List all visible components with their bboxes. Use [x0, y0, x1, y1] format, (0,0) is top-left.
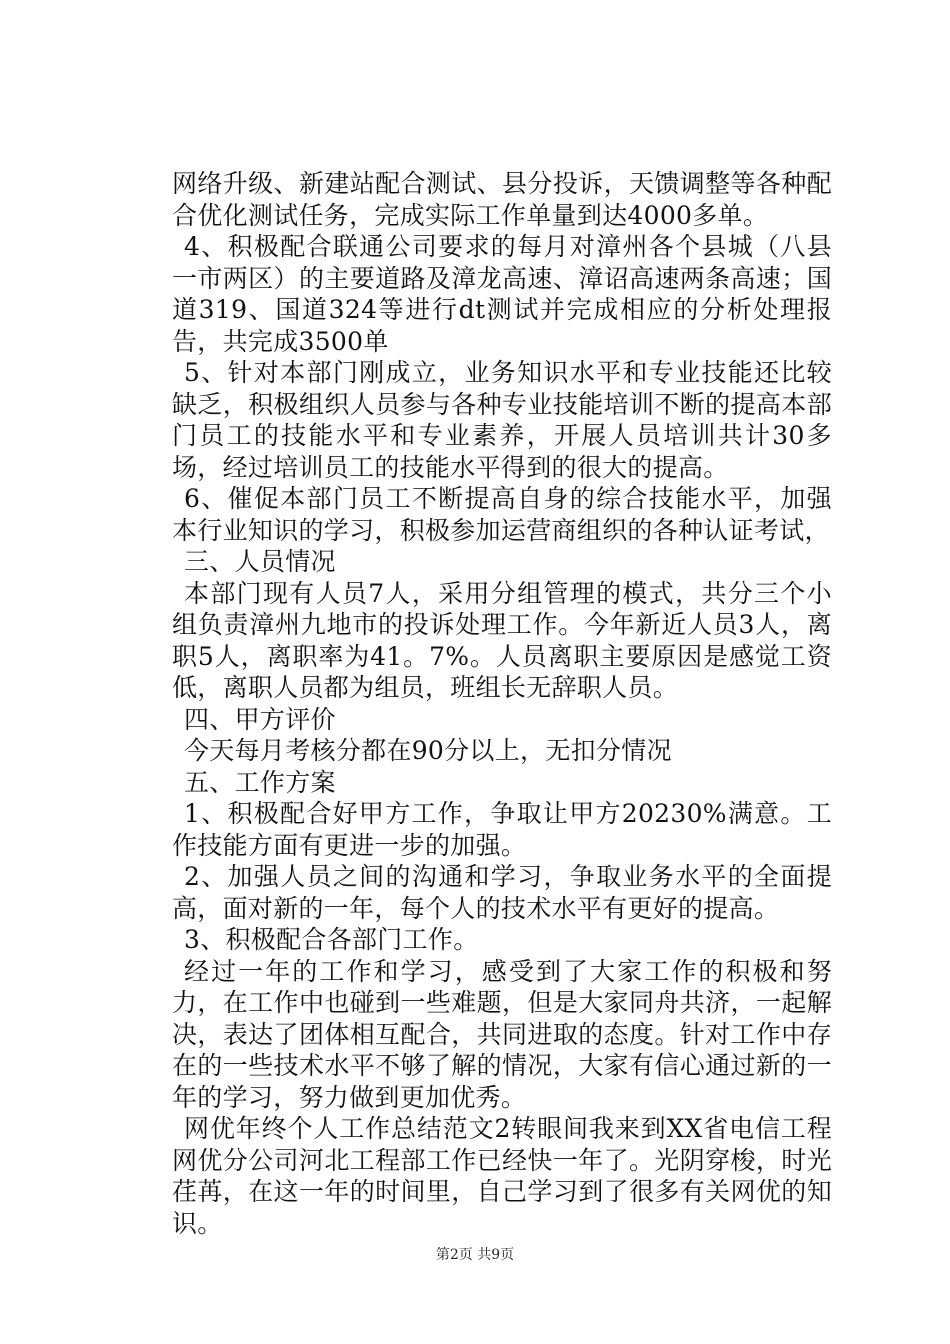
page-number: 第2页 共9页 — [435, 1247, 515, 1263]
paragraph-3: 5、针对本部门刚成立，业务知识水平和专业技能还比较缺乏，积极组织人员参与各种专业技能培训不断的提高本部门员工的技能水平和专业素养，开展人员培训共计30多场，经过培训员工的技能水平得到的很大的提高。 — [172, 358, 832, 482]
paragraph-7: 1、积极配合好甲方工作，争取让甲方20230%满意。工作技能方面有更进一步的加强。 — [172, 799, 832, 860]
paragraph-4: 6、催促本部门员工不断提高自身的综合技能水平，加强本行业知识的学习，积极参加运营商组织的各种认证考试， — [172, 484, 832, 545]
paragraph-6: 今天每月考核分都在90分以上，无扣分情况 — [184, 736, 672, 765]
paragraph-8: 2、加强人员之间的沟通和学习，争取业务水平的全面提高，面对新的一年，每个人的技术水平有更好的提高。 — [172, 862, 832, 923]
paragraph-10: 经过一年的工作和学习，感受到了大家工作的积极和努力，在工作中也碰到一些难题，但是大家同舟共济，一起解决，表达了团体相互配合，共同进取的态度。针对工作中存在的一些技术水平不够了解的情况，大家有信心通过新的一年的学习，努力做到更加优秀。 — [172, 956, 832, 1112]
paragraph-1: 网络升级、新建站配合测试、县分投诉，天馈调整等各种配合优化测试任务，完成实际工作单量到达4000多单。 — [172, 169, 832, 230]
paragraph-9: 3、积极配合各部门工作。 — [184, 925, 479, 954]
document-body — [172, 168, 832, 1239]
paragraph-5: 本部门现有人员7人，采用分组管理的模式，共分三个小组负责漳州九地市的投诉处理工作。今年新近人员3人，离职5人，离职率为41。7%。人员离职主要原因是感觉工资低，离职人员都为组员，班组长无辞职人员。 — [172, 578, 832, 702]
paragraph-2: 4、积极配合联通公司要求的每月对漳州各个县城（八县一市两区）的主要道路及漳龙高速、漳诏高速两条高速；国道319、国道324等进行dt测试并完成相应的分析处理报告，共完成3500单 — [172, 232, 832, 356]
section-heading-plan: 五、工作方案 — [184, 767, 336, 797]
paragraph-11: 网优年终个人工作总结范文2转眼间我来到XX省电信工程网优分公司河北工程部工作已经快一年了。光阴穿梭，时光荏苒，在这一年的时间里，自己学习到了很多有关网优的知识。 — [172, 1114, 832, 1238]
section-heading-personnel: 三、人员情况 — [184, 547, 336, 576]
section-heading-evaluation: 四、甲方评价 — [184, 704, 336, 734]
